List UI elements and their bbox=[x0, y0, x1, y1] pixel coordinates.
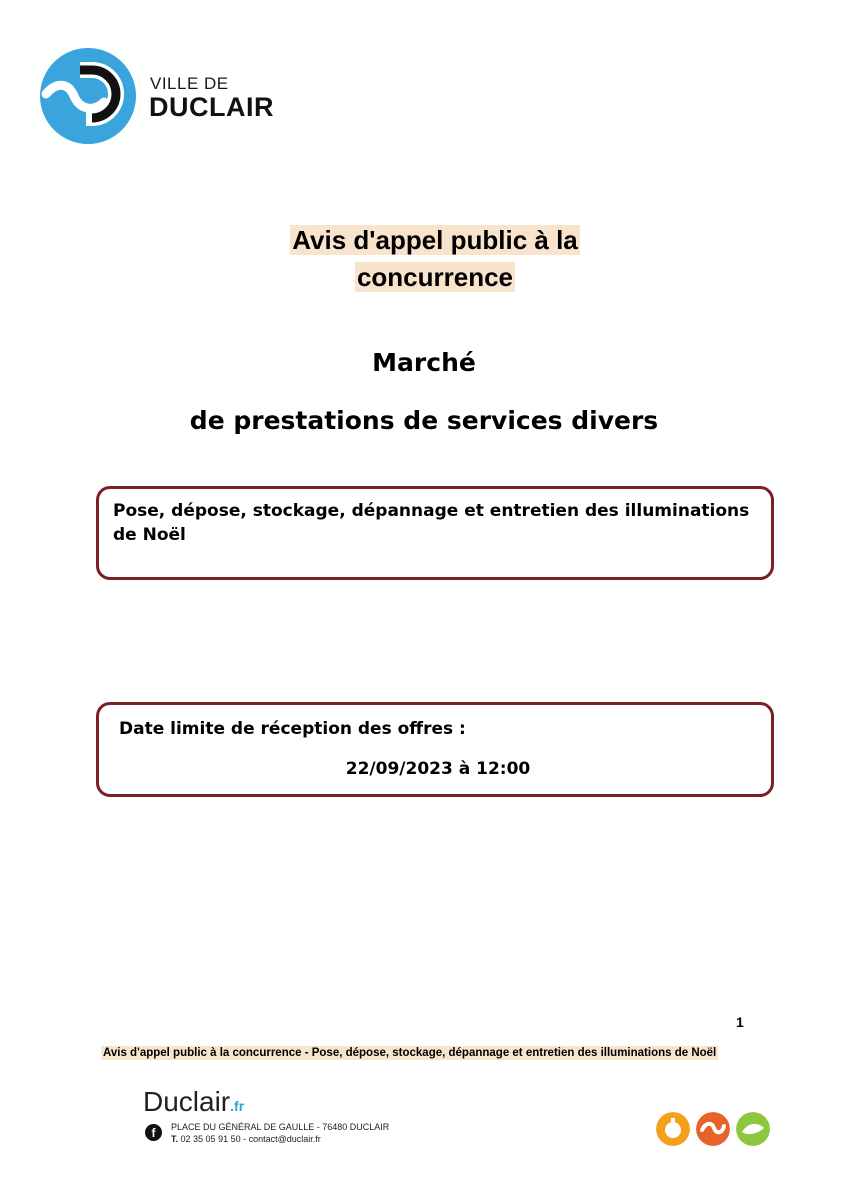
footer-brand-name: Duclair bbox=[143, 1086, 231, 1117]
footer-phone: 02 35 05 91 50 - contact@duclair.fr bbox=[180, 1134, 321, 1144]
city-logo bbox=[40, 48, 290, 148]
logo-prefix: VILLE DE bbox=[150, 74, 229, 93]
orange-label-icon bbox=[656, 1112, 690, 1146]
deadline-date: 22/09/2023 à 12:00 bbox=[345, 759, 531, 779]
footer-address-block bbox=[171, 1121, 389, 1145]
facebook-icon[interactable]: f bbox=[145, 1124, 162, 1141]
deadline-box bbox=[96, 702, 774, 797]
leaf-label-icon bbox=[736, 1112, 770, 1146]
footer-brand bbox=[143, 1086, 244, 1118]
label-badges bbox=[656, 1112, 776, 1148]
title-line-1: Avis d'appel public à la bbox=[292, 225, 578, 255]
market-heading: Marché bbox=[372, 348, 476, 377]
footer-phone-label: T. bbox=[171, 1134, 179, 1144]
flower-label-icon bbox=[696, 1112, 730, 1146]
page-number: 1 bbox=[736, 1014, 744, 1030]
object-box bbox=[96, 486, 774, 580]
duclair-logo-icon bbox=[40, 48, 136, 144]
document-title bbox=[0, 222, 848, 296]
deadline-label: Date limite de réception des offres : bbox=[119, 719, 466, 739]
market-subheading: de prestations de services divers bbox=[189, 406, 659, 435]
logo-name: DUCLAIR bbox=[149, 92, 274, 122]
footer-address: PLACE DU GÉNÉRAL DE GAULLE - 76480 DUCLAIR bbox=[171, 1122, 390, 1132]
footer-brand-suffix: .fr bbox=[230, 1098, 245, 1114]
title-line-2: concurrence bbox=[356, 262, 514, 292]
footer-banner: Avis d'appel public à la concurrence - Pose, dépose, stockage, dépannage et entretien des illuminations de Noël bbox=[103, 1047, 717, 1059]
object-text: Pose, dépose, stockage, dépannage et entretien des illuminations de Noël bbox=[113, 501, 750, 545]
